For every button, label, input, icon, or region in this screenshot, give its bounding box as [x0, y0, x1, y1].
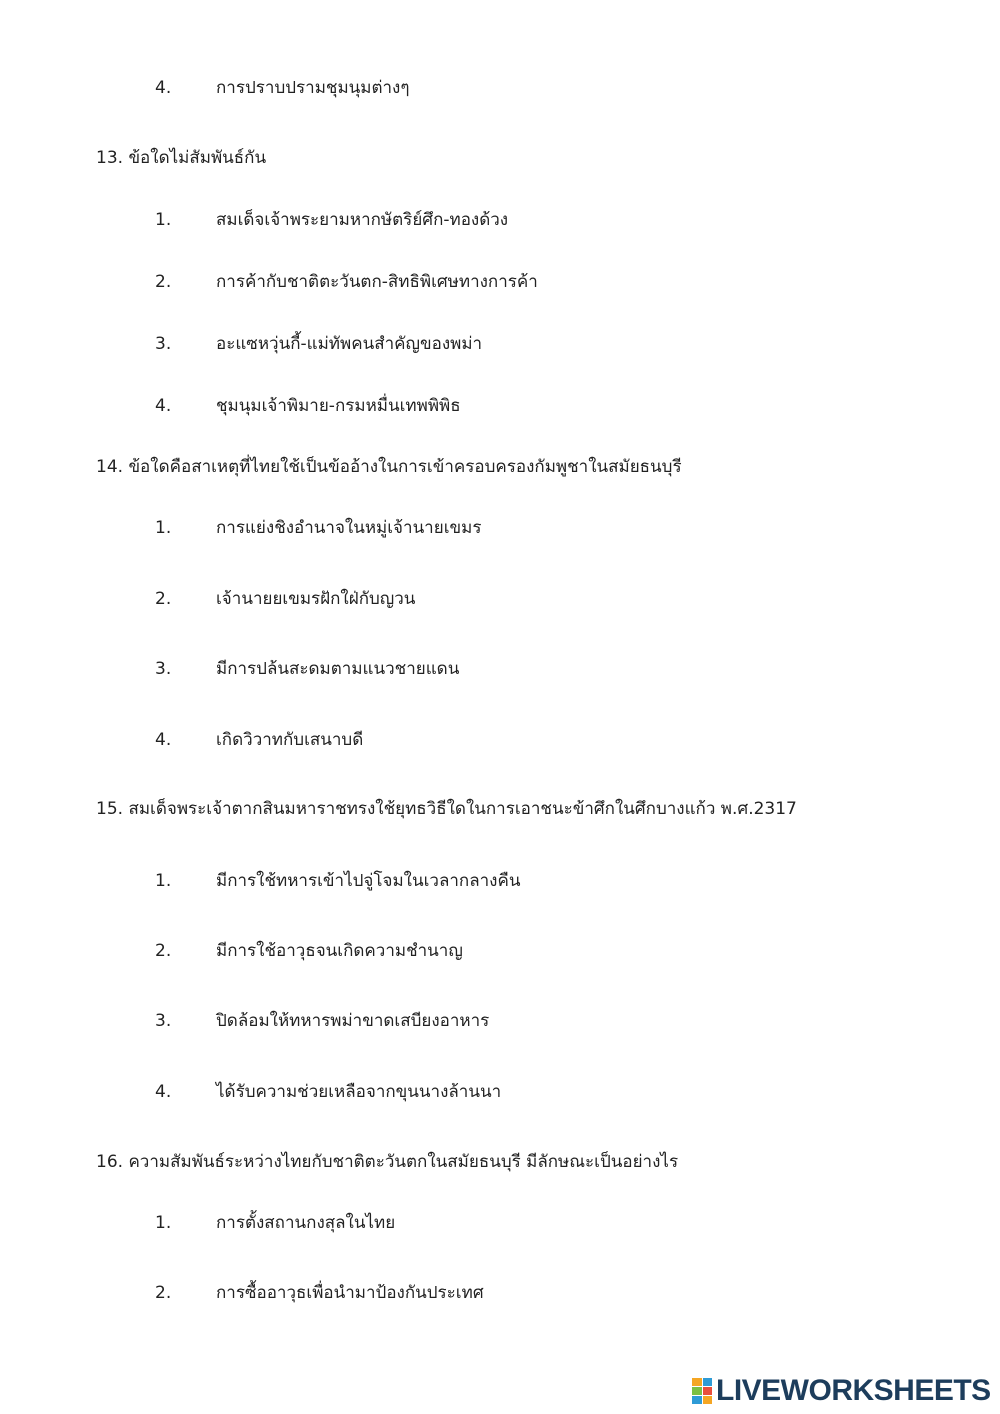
- option-text: ได้รับความช่วยเหลือจากขุนนางล้านนา: [216, 1082, 502, 1102]
- option-text: อะแซหวุ่นกี้-แม่ทัพคนสำคัญของพม่า: [216, 334, 483, 354]
- option-number: 4.: [155, 78, 172, 98]
- option-number: 2.: [155, 272, 172, 292]
- liveworksheets-logo-icon: [692, 1378, 712, 1404]
- option-number: 2.: [155, 1283, 172, 1303]
- option-text: การแย่งชิงอำนาจในหมู่เจ้านายเขมร: [216, 518, 482, 538]
- liveworksheets-logo: [692, 1374, 991, 1408]
- option-number: 1.: [155, 871, 172, 891]
- question-14: 14. ข้อใดคือสาเหตุที่ไทยใช้เป็นข้ออ้างในการเข้าครอบครองกัมพูชาในสมัยธนบุรี: [96, 457, 682, 477]
- option-number: 3.: [155, 659, 172, 679]
- option-number: 4.: [155, 396, 172, 416]
- option-text: สมเด็จเจ้าพระยามหากษัตริย์ศึก-ทองด้วง: [216, 210, 509, 230]
- option-number: 3.: [155, 334, 172, 354]
- option-number: 1.: [155, 1213, 172, 1233]
- question-15: 15. สมเด็จพระเจ้าตากสินมหาราชทรงใช้ยุทธวิธีใดในการเอาชนะข้าศึกในศึกบางแก้ว พ.ศ.2317: [96, 799, 797, 819]
- option-text: ชุมนุมเจ้าพิมาย-กรมหมื่นเทพพิพิธ: [216, 396, 461, 416]
- question-13: 13. ข้อใดไม่สัมพันธ์กัน: [96, 148, 267, 168]
- option-number: 4.: [155, 730, 172, 750]
- option-number: 2.: [155, 941, 172, 961]
- logo-text: LIVEWORKSHEETS: [716, 1374, 991, 1407]
- option-text: การตั้งสถานกงสุลในไทย: [216, 1213, 396, 1233]
- option-number: 1.: [155, 518, 172, 538]
- option-text: การปราบปรามชุมนุมต่างๆ: [216, 78, 410, 98]
- option-number: 2.: [155, 589, 172, 609]
- option-text: เกิดวิวาทกับเสนาบดี: [216, 730, 364, 750]
- option-text: ปิดล้อมให้ทหารพม่าขาดเสบียงอาหาร: [216, 1011, 490, 1031]
- option-number: 3.: [155, 1011, 172, 1031]
- option-text: เจ้านายยเขมรฝักใฝ่กับญวน: [216, 589, 416, 609]
- question-16: 16. ความสัมพันธ์ระหว่างไทยกับชาติตะวันตกในสมัยธนบุรี มีลักษณะเป็นอย่างไร: [96, 1152, 679, 1172]
- option-number: 1.: [155, 210, 172, 230]
- option-number: 4.: [155, 1082, 172, 1102]
- option-text: การซื้ออาวุธเพื่อนำมาป้องกันประเทศ: [216, 1283, 484, 1303]
- option-text: การค้ากับชาติตะวันตก-สิทธิพิเศษทางการค้า: [216, 272, 538, 292]
- option-text: มีการใช้ทหารเข้าไปจู่โจมในเวลากลางคืน: [216, 871, 521, 891]
- option-text: มีการใช้อาวุธจนเกิดความชำนาญ: [216, 941, 463, 961]
- option-text: มีการปล้นสะดมตามแนวชายแดน: [216, 659, 460, 679]
